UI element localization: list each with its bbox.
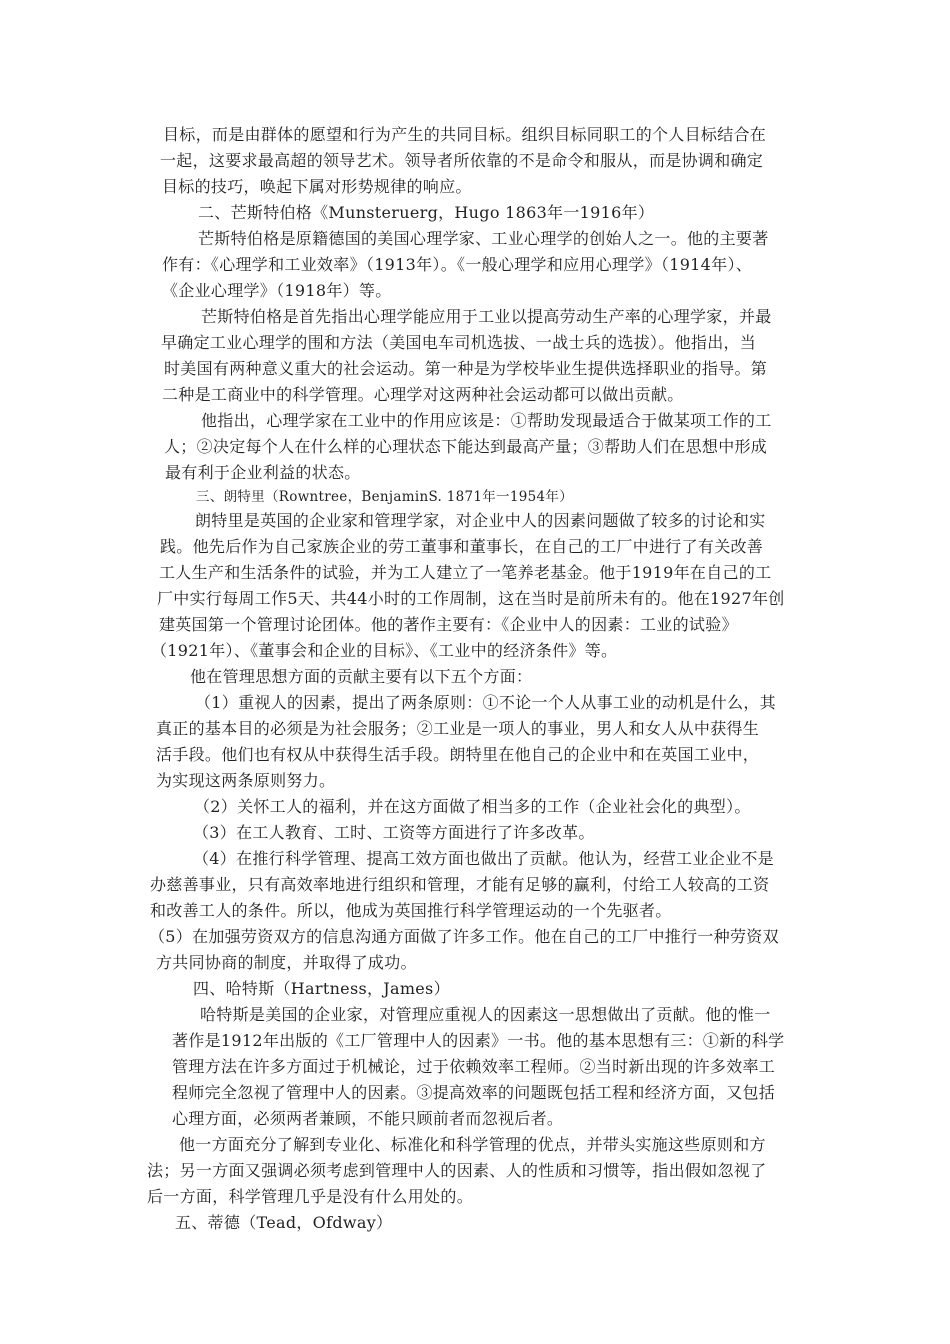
text-line: 芒斯特伯格是原籍德国的美国心理学家、工业心理学的创始人之一。他的主要著 <box>198 229 769 248</box>
text-line: 办慈善事业，只有高效率地进行组织和管理，才能有足够的赢利，付给工人较高的工资 <box>150 875 770 894</box>
text-line: 为实现这两条原则努力。 <box>156 771 336 790</box>
section-heading: 三、朗特里（Rowntree，BenjaminS. 1871年一1954年） <box>196 489 574 505</box>
text-line: 他一方面充分了解到专业化、标准化和科学管理的优点，并带头实施这些原则和方 <box>179 1135 766 1154</box>
text-line: 和改善工人的条件。所以，他成为英国推行科学管理运动的一个先驱者。 <box>150 901 672 920</box>
text-line: （3）在工人教育、工时、工资等方面进行了许多改革。 <box>193 823 595 842</box>
text-line: 建英国第一个管理讨论团体。他的著作主要有：《企业中人的因素：工业的试验》 <box>159 615 738 634</box>
text-line: 程师完全忽视了管理中人的因素。③提高效率的问题既包括工程和经济方面，又包括 <box>172 1083 776 1102</box>
text-line: 工人生产和生活条件的试验，并为工人建立了一笔养老基金。他于1919年在自己的工 <box>159 563 772 582</box>
text-line: 朗特里是英国的企业家和管理学家，对企业中人的因素问题做了较多的讨论和实 <box>195 511 766 530</box>
text-line: 管理方法在许多方面过于机械论，过于依赖效率工程师。②当时新出现的许多效率工 <box>172 1057 776 1076</box>
text-line: 方共同协商的制度，并取得了成功。 <box>156 953 417 972</box>
text-line: （1921年）、《董事会和企业的目标》、《工业中的经济条件》等。 <box>151 641 618 660</box>
text-line: 作有：《心理学和工业效率》（1913年）。《一般心理学和应用心理学》（1914年）、 <box>162 255 753 274</box>
section-heading: 五、蒂德（Tead，Ofdway） <box>175 1213 393 1232</box>
text-line: 哈特斯是美国的企业家，对管理应重视人的因素这一思想做出了贡献。他的惟一 <box>200 1005 771 1024</box>
text-line: 真正的基本目的必须是为社会服务；②工业是一项人的事业，男人和女人从中获得生 <box>156 719 760 738</box>
text-line: 最有利于企业利益的状态。 <box>165 463 361 482</box>
text-line: 芒斯特伯格是首先指出心理学能应用于工业以提高劳动生产率的心理学家，并最 <box>201 307 772 326</box>
text-line: 时美国有两种意义重大的社会运动。第一种是为学校毕业生提供选择职业的指导。第 <box>164 359 768 378</box>
text-line: 一起，这要求最高超的领导艺术。领导者所依靠的不是命令和服从，而是协调和确定 <box>160 151 764 170</box>
text-line: （5）在加强劳资双方的信息沟通方面做了许多工作。他在自己的工厂中推行一种劳资双 <box>149 927 779 946</box>
text-line: 目标的技巧，唤起下属对形势规律的响应。 <box>162 177 472 196</box>
text-line: 法；另一方面又强调必须考虑到管理中人的因素、人的性质和习惯等，指出假如忽视了 <box>147 1161 767 1180</box>
text-line: 人；②决定每个人在什么样的心理状态下能达到最高产量；③帮助人们在思想中形成 <box>164 437 768 456</box>
text-line: （4）在推行科学管理、提高工效方面也做出了贡献。他认为，经营工业企业不是 <box>193 849 774 868</box>
text-line: 厂中实行每周工作5天、共44小时的工作周制，这在当时是前所未有的。他在1927年创 <box>157 589 785 608</box>
text-line: 二种是工商业中的科学管理。心理学对这两种社会运动都可以做出贡献。 <box>162 385 684 404</box>
text-line: 活手段。他们也有权从中获得生活手段。朗特里在他自己的企业中和在英国工业中， <box>156 745 760 764</box>
section-heading: 四、哈特斯（Hartness，James） <box>193 979 450 998</box>
text-line: 他在管理思想方面的贡献主要有以下五个方面： <box>190 667 533 686</box>
text-line: （2）关怀工人的福利，并在这方面做了相当多的工作（企业社会化的典型）。 <box>194 797 751 816</box>
text-line: 践。他先后作为自己家族企业的劳工董事和董事长，在自己的工厂中进行了有关改善 <box>160 537 764 556</box>
section-heading: 二、芒斯特伯格《Munsteruerg，Hugo 1863年一1916年） <box>198 203 655 222</box>
text-line: 著作是1912年出版的《工厂管理中人的因素》一书。他的基本思想有三：①新的科学 <box>172 1031 785 1050</box>
text-line: 目标，而是由群体的愿望和行为产生的共同目标。组织目标同职工的个人目标结合在 <box>163 125 767 144</box>
text-line: 心理方面，必须两者兼顾，不能只顾前者而忽视后者。 <box>172 1109 564 1128</box>
text-line: 早确定工业心理学的围和方法（美国电车司机选拔、一战士兵的选拔）。他指出，当 <box>161 333 757 352</box>
text-line: （1）重视人的因素，提出了两条原则：①不论一个人从事工业的动机是什么，其 <box>195 693 776 712</box>
text-line: 后一方面，科学管理几乎是没有什么用处的。 <box>147 1187 474 1206</box>
text-line: 他指出，心理学家在工业中的作用应该是：①帮助发现最适合于做某项工作的工 <box>201 411 772 430</box>
text-line: 《企业心理学》（1918年）等。 <box>162 281 392 300</box>
